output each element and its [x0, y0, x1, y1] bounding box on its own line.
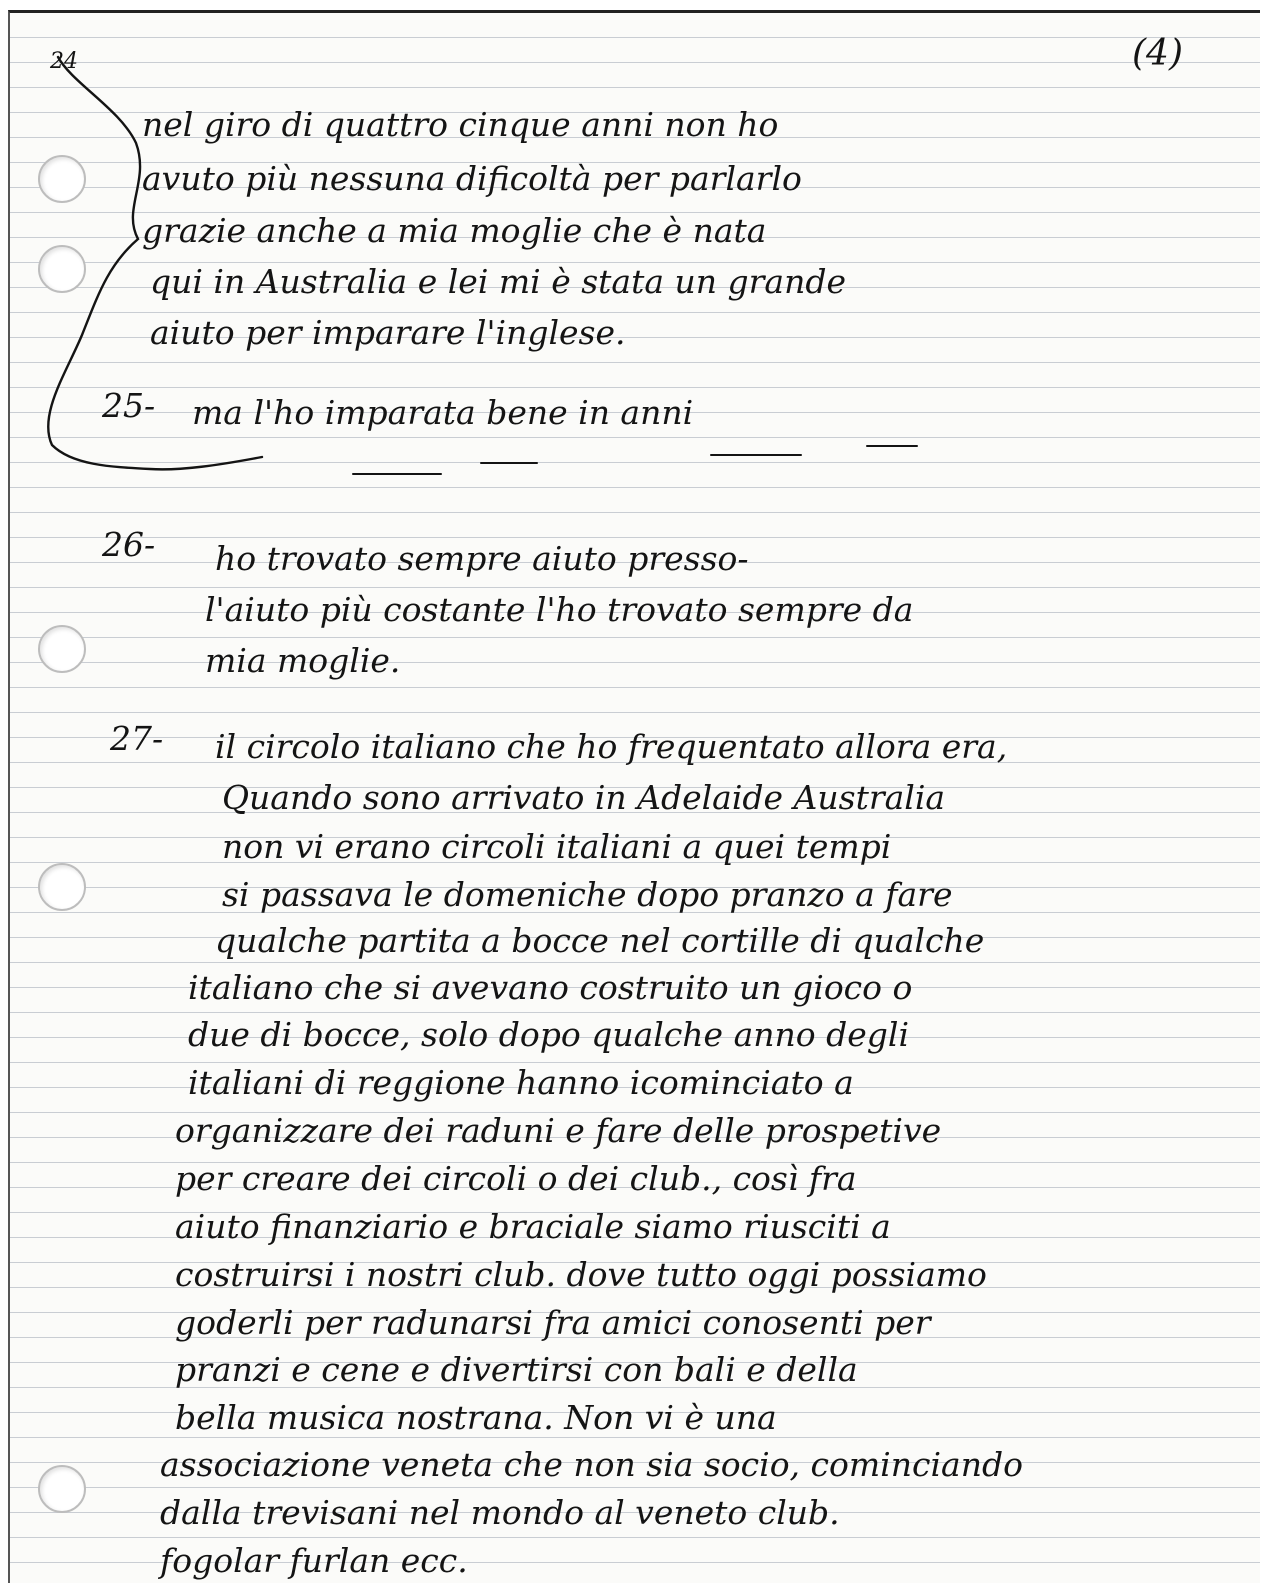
text-line: bella musica nostrana. Non vi è una	[175, 1398, 777, 1437]
text-line: si passava le domeniche dopo pranzo a fare	[222, 875, 953, 914]
binder-hole	[38, 1465, 86, 1513]
text-line: italiani di reggione hanno icominciato a	[188, 1063, 854, 1102]
binder-hole	[38, 863, 86, 911]
text-line: l'aiuto più costante l'ho trovato sempre da	[205, 590, 914, 629]
text-line: nel giro di quattro cinque anni non ho	[142, 105, 779, 144]
blank-underline	[866, 445, 918, 447]
text-line: aiuto per imparare l'inglese.	[150, 313, 626, 352]
text-line: per creare dei circoli o dei club., così fra	[175, 1159, 857, 1198]
text-line: dalla trevisani nel mondo al veneto club.	[160, 1493, 840, 1532]
text-line: due di bocce, solo dopo qualche anno degli	[188, 1015, 910, 1054]
text-line: aiuto finanziario e braciale siamo riusciti a	[175, 1207, 891, 1246]
text-line: fogolar furlan ecc.	[160, 1541, 468, 1580]
blank-underline	[480, 462, 538, 464]
text-line: qualche partita a bocce nel cortille di qualche	[215, 921, 985, 960]
text-line: qui in Australia e lei mi è stata un grande	[150, 262, 846, 301]
text-line: costruirsi i nostri club. dove tutto oggi possiamo	[175, 1255, 987, 1294]
text-line: pranzi e cene e divertirsi con bali e della	[175, 1350, 858, 1389]
text-line: avuto più nessuna dificoltà per parlarlo	[142, 159, 802, 198]
binder-hole	[38, 155, 86, 203]
answer-number: 27-	[110, 719, 164, 758]
margin-note: 24	[50, 49, 78, 74]
text-line: italiano che si avevano costruito un gioco o	[188, 968, 913, 1007]
text-line: associazione veneta che non sia socio, cominciando	[160, 1445, 1023, 1484]
text-line: ho trovato sempre aiuto presso-	[215, 539, 749, 578]
text-line: mia moglie.	[205, 641, 401, 680]
text-line: organizzare dei raduni e fare delle prospetive	[175, 1111, 942, 1150]
answer-number: 26-	[102, 525, 156, 564]
text-line: goderli per radunarsi fra amici conosenti per	[175, 1303, 931, 1342]
text-line: grazie anche a mia moglie che è nata	[142, 211, 767, 250]
text-line: il circolo italiano che ho frequentato allora era,	[215, 727, 1008, 766]
notebook-page	[8, 10, 1260, 1583]
text-line: non vi erano circoli italiani a quei tempi	[222, 827, 892, 866]
page-number: (4)	[1132, 33, 1183, 74]
binder-hole	[38, 625, 86, 673]
answer-number: 25-	[102, 386, 156, 425]
text-line: ma l'ho imparata bene in anni	[192, 393, 694, 432]
blank-underline	[710, 454, 802, 456]
blank-underline	[352, 473, 442, 475]
text-line: Quando sono arrivato in Adelaide Australia	[222, 778, 946, 817]
binder-hole	[38, 245, 86, 293]
